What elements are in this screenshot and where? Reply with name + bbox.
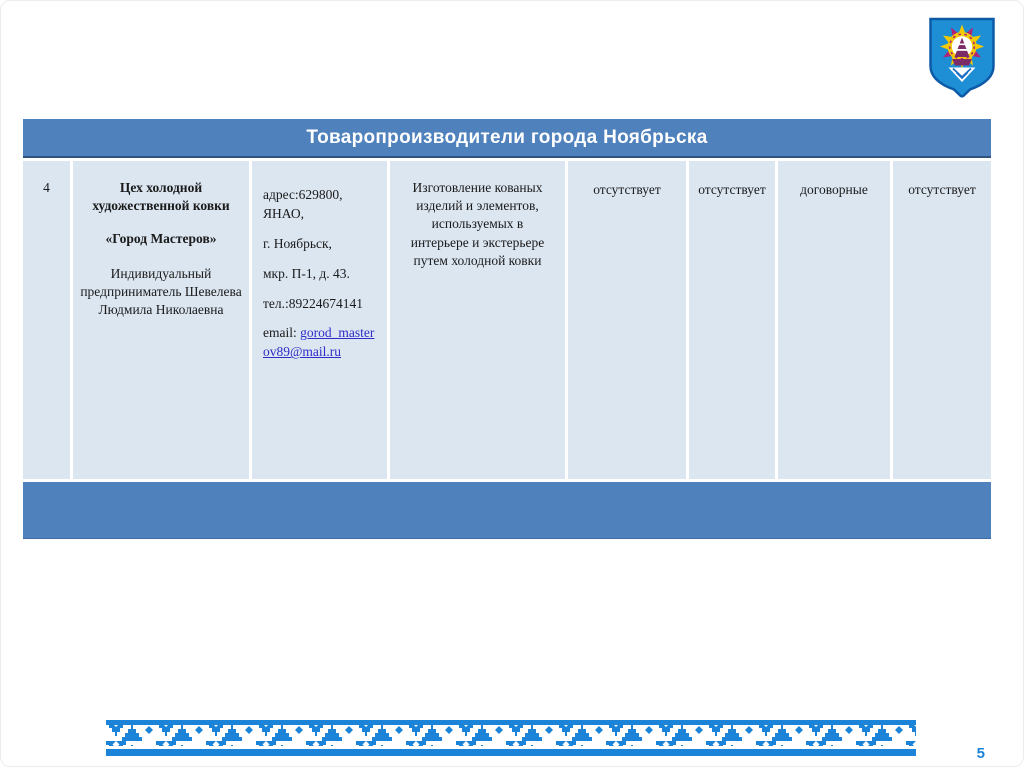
- coat-of-arms-icon: [927, 15, 997, 101]
- contact-address-1: адрес:629800, ЯНАО,: [263, 187, 343, 221]
- contact-address-2: г. Ноябрьск,: [263, 235, 332, 251]
- table-title: Товаропроизводители города Ноябрьска: [306, 126, 708, 148]
- producer-entrepreneur: Индивидуальный предприниматель Шевелева Людмила Николаевна: [80, 265, 242, 318]
- contact-address-3: мкр. П-1, д. 43.: [263, 265, 350, 281]
- email-label: email:: [263, 325, 301, 341]
- producers-table: [23, 119, 991, 539]
- producer-brand: «Город Мастеров»: [105, 231, 217, 247]
- cell-contacts: [252, 161, 387, 479]
- table-row: [23, 161, 991, 479]
- cell-row-number: 4: [23, 161, 70, 479]
- table-title-bar: [23, 119, 991, 158]
- cell-col7-value: договорные: [778, 161, 890, 479]
- ornament-border-icon: [106, 720, 916, 756]
- producer-workshop: Цех холодной художественной ковки: [92, 180, 230, 214]
- contact-phone: тел.:89224674141: [263, 295, 364, 311]
- table-footer-bar: [23, 482, 991, 539]
- cell-producer-name: [73, 161, 249, 479]
- email-link[interactable]: gorod_masterov89@mail.ru: [263, 325, 375, 360]
- cell-col6-value: отсутствует: [689, 161, 775, 479]
- cell-col8-value: отсутствует: [893, 161, 991, 479]
- page-number: 5: [976, 745, 985, 762]
- contact-email-line: [263, 324, 379, 362]
- cell-col5-value: отсутствует: [568, 161, 686, 479]
- cell-products: Изготовление кованых изделий и элементов, используемых в интерьере и экстерьере путем холодной ковки: [390, 161, 565, 479]
